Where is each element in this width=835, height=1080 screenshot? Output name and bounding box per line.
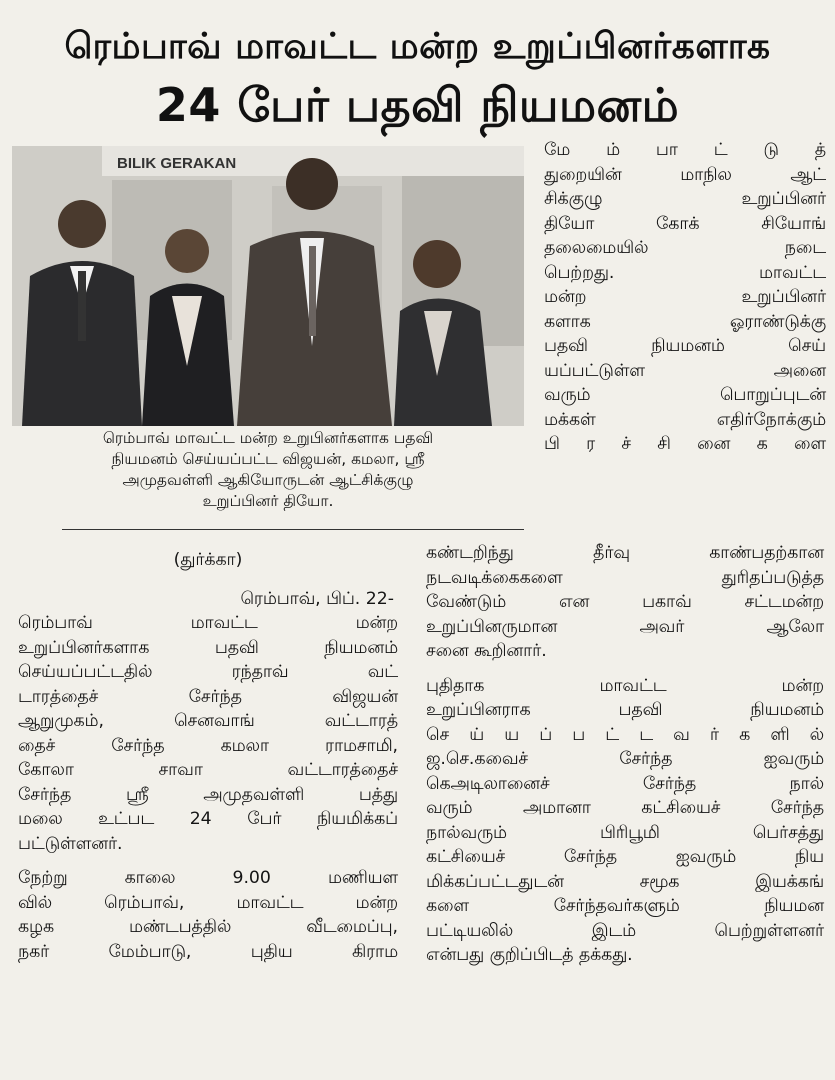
- text-line: தியோ கோக் சியோங்: [544, 213, 826, 234]
- text-line: துறையின் மாநில ஆட்: [544, 164, 826, 185]
- text-line: வரும் பொறுப்புடன்: [544, 385, 826, 405]
- banner-text: BILIK GERAKAN: [117, 155, 237, 172]
- text-line: சேர்ந்த ஸ்ரீ அமுதவள்ளி பத்து: [18, 784, 398, 805]
- headline-line-2: 24 பேர் பதவி நியமனம்: [155, 78, 680, 132]
- text-line: தலைமையில் நடை: [544, 238, 826, 258]
- caption-line: நியமனம் செய்யப்பட்ட விஜயன், கமலா, ஸ்ரீ: [111, 450, 425, 468]
- article-column-left: [18, 548, 398, 964]
- text-line: நகர் மேம்பாடு, புதிய கிராம: [18, 941, 398, 962]
- text-line: ரெம்பாவ் மாவட்ட மன்ற: [18, 613, 398, 633]
- text-line: வேண்டும் என பகாவ் சட்டமன்ற: [426, 592, 824, 612]
- caption-line: உறுப்பினர் தியோ.: [202, 492, 334, 510]
- text-line: மக்கள் எதிர்நோக்கும்: [544, 409, 826, 430]
- text-line: உறுப்பினருமான அவர் ஆலோ: [426, 616, 824, 637]
- caption-line: அமுதவள்ளி ஆகியோருடன் ஆட்சிக்குழு: [122, 471, 414, 489]
- photo-illustration: [12, 146, 524, 426]
- text-line: மே ம் பா ட் டு த்: [544, 140, 826, 160]
- caption-divider: [62, 529, 524, 530]
- text-line: பெற்றது. மாவட்ட: [544, 262, 826, 283]
- text-line: பதவி நியமனம் செய்: [544, 336, 826, 356]
- text-line: பட்டுள்ளனர்.: [18, 833, 123, 854]
- text-line: உறுப்பினராக பதவி நியமனம்: [426, 700, 824, 720]
- headline-line-1: ரெம்பாவ் மாவட்ட மன்ற உறுப்பினர்களாக: [64, 26, 771, 67]
- byline: (துர்க்கா): [173, 550, 243, 570]
- text-line: டாரத்தைச் சேர்ந்த விஜயன்: [18, 686, 398, 707]
- text-line: பி ர ச் சி னை க ளை: [544, 434, 826, 454]
- text-line: புதிதாக மாவட்ட மன்ற: [426, 675, 824, 696]
- text-line: கட்சியைச் சேர்ந்த ஐவரும் நிய: [426, 847, 824, 867]
- text-line: மிக்கப்பட்டதுடன் சமூக இயக்கங்: [426, 871, 824, 892]
- text-line: பட்டியலில் இடம் பெற்றுள்ளனர்: [426, 920, 824, 941]
- text-line: சிக்குழு உறுப்பினர்: [544, 189, 826, 209]
- text-line: களை சேர்ந்தவர்களும் நியமன: [426, 896, 824, 916]
- text-line: செ ய் ய ப் ப ட் ட வ ர் க ளி ல்: [426, 724, 824, 745]
- text-line: வரும் அமானா கட்சியைச் சேர்ந்த: [426, 798, 824, 818]
- text-line: சனை கூறினார்.: [426, 641, 547, 661]
- text-line: களாக ஓராண்டுக்கு: [544, 311, 826, 332]
- article-column-right-bottom: [426, 541, 824, 968]
- text-line: யப்பட்டுள்ள அனை: [544, 360, 826, 381]
- text-line: மலை உட்பட 24 பேர் நியமிக்கப்: [18, 809, 398, 829]
- dateline: ரெம்பாவ், பிப். 22-: [240, 588, 394, 609]
- text-line: கெஅடிலானைச் சேர்ந்த நால்: [426, 773, 824, 794]
- text-line: கழக மண்டபத்தில் வீடமைப்பு,: [18, 917, 398, 937]
- news-photo: [12, 146, 524, 426]
- text-line: கோலா சாவா வட்டாரத்தைச்: [18, 760, 398, 780]
- text-line: ஆறுமுகம், செனவாங் வட்டாரத்: [18, 711, 398, 731]
- caption-line: ரெம்பாவ் மாவட்ட மன்ற உறுபினர்களாக பதவி: [102, 429, 434, 447]
- text-line: நால்வரும் பிரிபூமி பெர்சத்து: [426, 822, 824, 843]
- photo-caption: [12, 428, 524, 512]
- text-line: செய்யப்பட்டதில் ரந்தாவ் வட்: [18, 662, 398, 682]
- text-line: கண்டறிந்து தீர்வு காண்பதற்கான: [426, 543, 824, 563]
- text-line: தைச் சேர்ந்த கமலா ராமசாமி,: [18, 735, 398, 756]
- text-line: வில் ரெம்பாவ், மாவட்ட மன்ற: [18, 892, 398, 913]
- text-line: நடவடிக்கைகளை துரிதப்படுத்த: [426, 567, 824, 588]
- article-column-right-top: [544, 138, 826, 457]
- text-line: மன்ற உறுப்பினர்: [544, 287, 826, 307]
- text-line: நேற்று காலை 9.00 மணியள: [18, 868, 398, 888]
- text-line: என்பது குறிப்பிடத் தக்கது.: [426, 945, 633, 965]
- text-line: ஜ.செ.கவைச் சேர்ந்த ஐவரும்: [426, 749, 824, 769]
- text-line: உறுப்பினர்களாக பதவி நியமனம்: [18, 637, 398, 658]
